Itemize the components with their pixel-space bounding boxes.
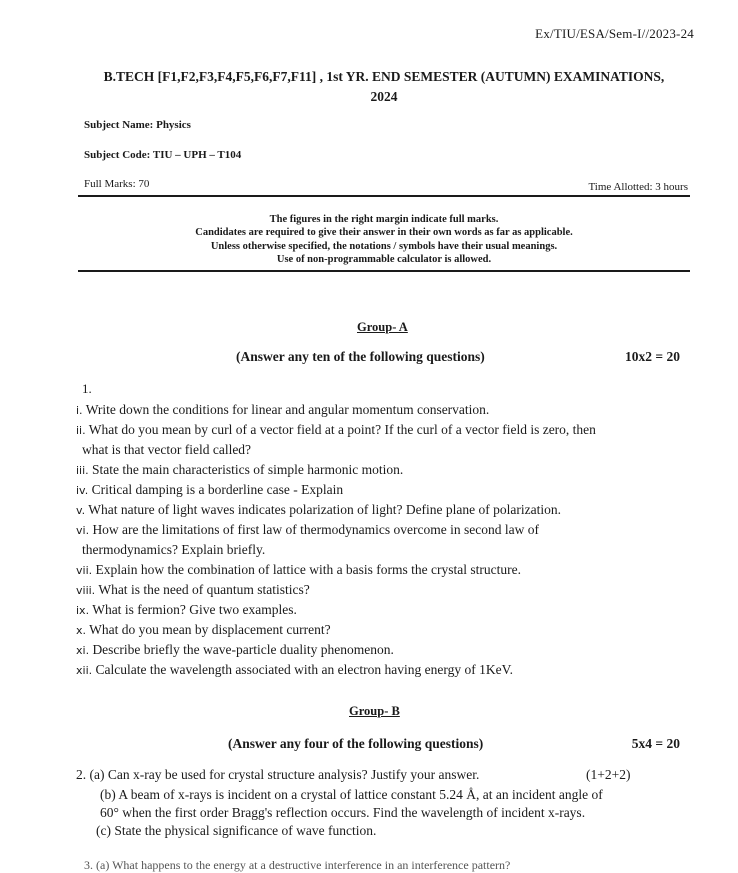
- exam-code: Ex/TIU/ESA/Sem-I//2023-24: [535, 26, 694, 41]
- instruction-line: Unless otherwise specified, the notations / symbols have their usual meanings.: [210, 240, 558, 252]
- question-number-1: 1.: [82, 381, 92, 396]
- instruction-line: Use of non-programmable calculator is allowed.: [276, 253, 492, 265]
- group-a-marks: 10x2 = 20: [625, 349, 680, 364]
- subject-code: Subject Code: TIU – UPH – T104: [84, 149, 242, 161]
- group-a-instruction: (Answer any ten of the following questions): [236, 349, 485, 364]
- question-2-marks: (1+2+2): [586, 767, 631, 782]
- exam-title: [72, 67, 696, 107]
- group-b-marks: 5x4 = 20: [631, 736, 680, 751]
- question-item: iii. State the main characteristics of simple harmonic motion.: [76, 462, 404, 477]
- top-divider: [78, 195, 690, 197]
- group-b-instruction: (Answer any four of the following questions): [228, 736, 484, 751]
- question-item: ii. What do you mean by curl of a vector field at a point? If the curl of a vector field is zero, then: [76, 422, 596, 437]
- question-item: ix. What is fermion? Give two examples.: [76, 602, 297, 617]
- group-a-title: Group- A: [357, 320, 408, 334]
- instruction-line: Candidates are required to give their answer in their own words as far as applicable.: [195, 227, 573, 239]
- question-item: xi. Describe briefly the wave-particle duality phenomenon.: [76, 642, 394, 657]
- question-continuation: what is that vector field called?: [82, 442, 252, 457]
- question-continuation: thermodynamics? Explain briefly.: [82, 542, 266, 557]
- full-marks: Full Marks: 70: [84, 178, 150, 190]
- subject-name: Subject Name: Physics: [84, 119, 191, 131]
- question-2b-line2: 60° when the first order Bragg's reflection occurs. Find the wavelength of incident x-rays.: [100, 805, 586, 820]
- question-item: x. What do you mean by displacement current?: [76, 622, 331, 637]
- instructions-block: [78, 213, 690, 266]
- question-item: vi. How are the limitations of first law of thermodynamics overcome in second law of: [76, 522, 539, 537]
- question-item: xii. Calculate the wavelength associated with an electron having energy of 1KeV.: [76, 662, 513, 677]
- question-2a: 2. (a) Can x-ray be used for crystal structure analysis? Justify your answer.: [76, 767, 480, 782]
- instruction-line: The figures in the right margin indicate full marks.: [269, 214, 499, 225]
- exam-title-line1: B.TECH [F1,F2,F3,F4,F5,F6,F7,F11] , 1st YR. END SEMESTER (AUTUMN) EXAMINATIONS,: [103, 69, 665, 84]
- question-2b-line1: (b) A beam of x-rays is incident on a crystal of lattice constant 5.24 Å, at an incident angle of: [100, 787, 603, 802]
- question-item: iv. Critical damping is a borderline case - Explain: [76, 482, 344, 497]
- question-item: i. Write down the conditions for linear and angular momentum conservation.: [76, 402, 490, 417]
- time-allotted: Time Allotted: 3 hours: [588, 181, 688, 193]
- question-item: viii. What is the need of quantum statistics?: [76, 582, 310, 597]
- question-3-partial: 3. (a) What happens to the energy at a destructive interference in an interference pattern?: [84, 858, 511, 872]
- exam-title-line2: 2024: [370, 89, 398, 104]
- bottom-divider: [78, 270, 690, 272]
- question-item: vii. Explain how the combination of lattice with a basis forms the crystal structure.: [76, 562, 522, 577]
- question-item: v. What nature of light waves indicates polarization of light? Define plane of polarization.: [76, 502, 562, 517]
- question-2c: (c) State the physical significance of wave function.: [96, 823, 377, 838]
- group-b-title: Group- B: [349, 704, 400, 718]
